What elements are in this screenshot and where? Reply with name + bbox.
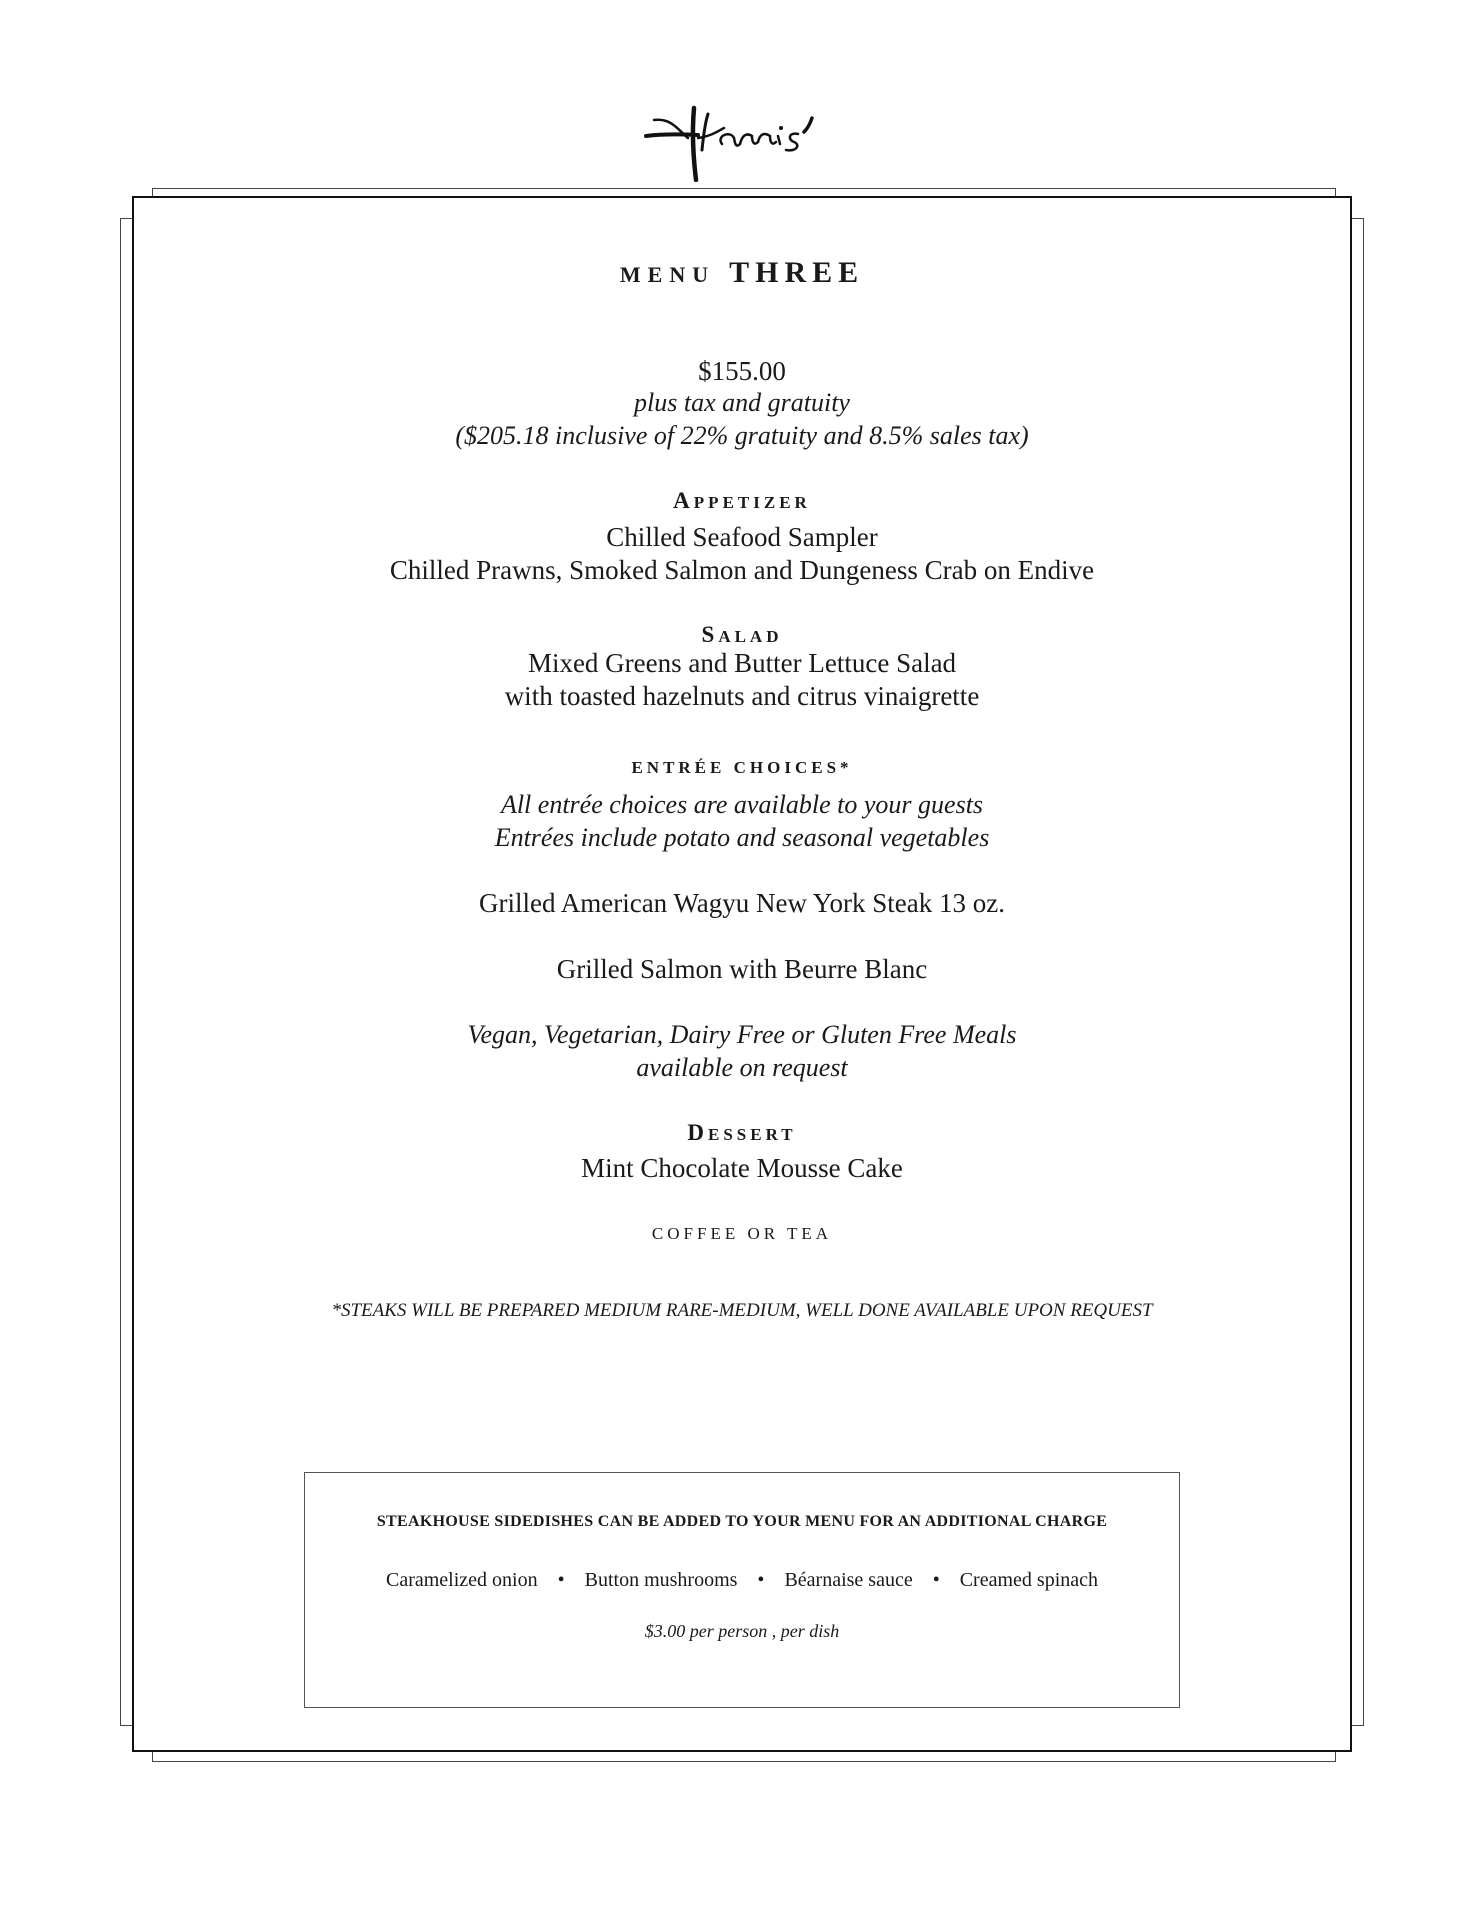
- menu-title: [132, 256, 1352, 290]
- dietary-note-2: available on request: [636, 1053, 848, 1082]
- entree-heading: ENTRÉE CHOICES*: [631, 758, 853, 777]
- menu-title-number: THREE: [729, 256, 865, 289]
- menu-title-prefix: MENU: [619, 262, 716, 287]
- sidedishes-box: [304, 1472, 1180, 1708]
- sidedish-separator: •: [932, 1569, 940, 1591]
- salad-name: Mixed Greens and Butter Lettuce Salad: [527, 648, 957, 678]
- salad-heading-rest: ALAD: [718, 627, 783, 646]
- sidedish-item: Button mushrooms: [584, 1569, 738, 1591]
- appetizer-heading-rest: PPETIZER: [693, 493, 811, 512]
- entree-choice-wagyu: Grilled American Wagyu New York Steak 13 oz.: [479, 888, 1005, 918]
- sidedish-separator: •: [757, 1569, 765, 1591]
- appetizer-heading: [132, 488, 1352, 514]
- entree-note-1: All entrée choices are available to your guests: [500, 790, 984, 819]
- sidedishes-heading: STEAKHOUSE SIDEDISHES CAN BE ADDED TO YOUR MENU FOR AN ADDITIONAL CHARGE: [376, 1513, 1108, 1530]
- dietary-note-1: Vegan, Vegetarian, Dairy Free or Gluten Free Meals: [467, 1020, 1017, 1049]
- sidedishes-list: [305, 1569, 1179, 1592]
- salad-heading: [132, 622, 1352, 648]
- dessert-name: Mint Chocolate Mousse Cake: [581, 1153, 903, 1183]
- appetizer-description: Chilled Prawns, Smoked Salmon and Dungeness Crab on Endive: [389, 555, 1095, 585]
- entree-note-2: Entrées include potato and seasonal vegetables: [494, 823, 990, 852]
- dessert-heading: [132, 1120, 1352, 1146]
- harris-logo: [642, 100, 842, 182]
- frame-right-border: [1350, 218, 1364, 1726]
- price-inclusive: ($205.18 inclusive of 22% gratuity and 8.5% sales tax): [455, 421, 1029, 450]
- salad-heading-initial: S: [701, 622, 719, 647]
- steak-notice: *STEAKS WILL BE PREPARED MEDIUM RARE-MEDIUM, WELL DONE AVAILABLE UPON REQUEST: [331, 1300, 1153, 1321]
- dessert-heading-initial: D: [687, 1120, 708, 1145]
- frame-bottom-border: [152, 1752, 1336, 1762]
- sidedish-item: Béarnaise sauce: [784, 1569, 913, 1591]
- price-note: plus tax and gratuity: [634, 388, 850, 417]
- sidedishes-price: $3.00 per person , per dish: [644, 1621, 840, 1641]
- appetizer-name: Chilled Seafood Sampler: [606, 522, 878, 552]
- salad-description: with toasted hazelnuts and citrus vinaigrette: [504, 681, 980, 711]
- sidedish-item: Creamed spinach: [959, 1569, 1098, 1591]
- dessert-heading-rest: ESSERT: [708, 1125, 797, 1144]
- entree-choice-salmon: Grilled Salmon with Beurre Blanc: [556, 954, 928, 984]
- coffee-or-tea: COFFEE OR TEA: [651, 1224, 833, 1243]
- menu-price: $155.00: [698, 356, 786, 386]
- sidedish-item: Caramelized onion: [385, 1569, 538, 1591]
- sidedish-separator: •: [557, 1569, 565, 1591]
- appetizer-heading-initial: A: [673, 488, 694, 513]
